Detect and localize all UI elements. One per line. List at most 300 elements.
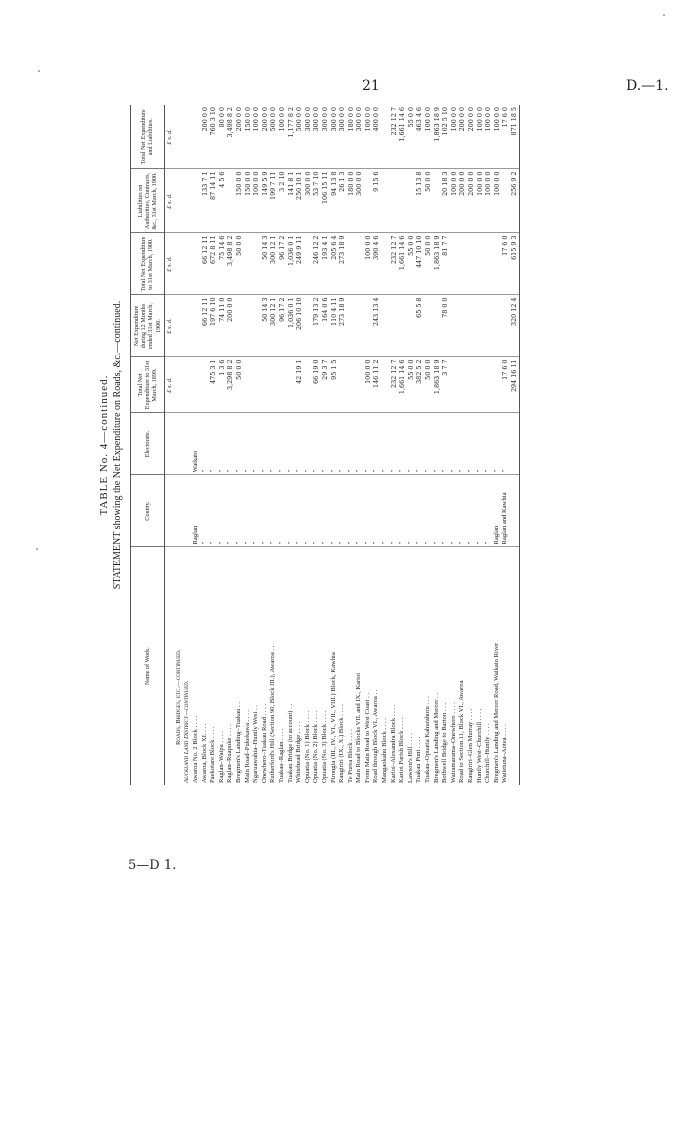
electorate-cell: " — [484, 413, 493, 475]
expenditure-1900-cell — [304, 233, 313, 295]
expenditure-1900-cell: 75 14 6 — [218, 233, 227, 295]
total-cell: 150 0 0 — [244, 105, 253, 169]
liabilities-cell: 300 0 0 — [304, 169, 313, 233]
electorate-cell: " — [355, 413, 364, 475]
units-cell: £ s. d. — [164, 169, 175, 233]
liabilities-cell — [364, 169, 373, 233]
liabilities-cell — [390, 169, 399, 233]
expenditure-1900-cell — [458, 233, 467, 295]
county-cell: " — [390, 475, 399, 547]
work-cell: Whitehead Bridge . . . . — [295, 721, 303, 783]
liabilities-cell: 4 5 6 — [218, 169, 227, 233]
liabilities-cell: 300 0 0 — [355, 169, 364, 233]
work-cell: Rangiriri (IX., X.) Block . . . . — [338, 704, 346, 783]
county-cell: " — [338, 475, 347, 547]
liabilities-cell: 9 15 6 — [372, 169, 381, 233]
total-cell: 300 0 0 — [338, 105, 347, 169]
table-row — [355, 105, 364, 785]
table-row — [226, 105, 235, 785]
liabilities-cell: 20 18 3 — [441, 169, 450, 233]
expenditure-12-months-cell: 66 12 11 — [201, 295, 210, 357]
expenditure-1899-cell — [183, 357, 192, 413]
expenditure-1899-cell: 42 19 1 — [295, 357, 304, 413]
work-cell: Bregmen's Landing–Tuakau . . — [234, 702, 242, 783]
expenditure-12-months-cell — [192, 295, 201, 357]
header-work: Name of Work. — [131, 547, 165, 785]
electorate-cell: " — [458, 413, 467, 475]
expenditure-12-months-cell — [476, 295, 485, 357]
expenditure-12-months-cell — [390, 295, 399, 357]
liabilities-cell — [192, 169, 201, 233]
work-cell: Tuakau Punt . . . . — [415, 736, 423, 783]
total-cell — [192, 105, 201, 169]
work-cell: Main Road to Blocks VII. and IX., Karioi — [355, 672, 363, 783]
electorate-cell: " — [235, 413, 244, 475]
table-header-row — [131, 105, 165, 785]
county-cell: " — [269, 475, 278, 547]
liabilities-cell: 200 0 0 — [458, 169, 467, 233]
liabilities-cell: 94 13 8 — [330, 169, 339, 233]
table-row — [415, 105, 424, 785]
rotated-table-region — [100, 105, 600, 785]
total-cell: 300 0 0 — [304, 105, 313, 169]
table-row — [441, 105, 450, 785]
expenditure-1900-cell: 193 4 1 — [321, 233, 330, 295]
expenditure-12-months-cell — [381, 295, 390, 357]
expenditure-12-months-cell — [355, 295, 364, 357]
expenditure-1900-cell: 249 9 11 — [295, 233, 304, 295]
total-cell: 1,177 8 2 — [287, 105, 296, 169]
electorate-cell: " — [269, 413, 278, 475]
expenditure-12-months-cell: 179 13 2 — [312, 295, 321, 357]
electorate-cell: " — [501, 413, 510, 475]
expenditure-1899-cell: 3 7 7 — [441, 357, 450, 413]
table-row — [398, 105, 407, 785]
work-cell: Bregmen's Landing and Mercer Road, Waikato River — [492, 642, 500, 783]
table-row — [244, 105, 253, 785]
liabilities-cell: 200 0 0 — [467, 169, 476, 233]
expenditure-1899-cell: 29 3 7 — [321, 357, 330, 413]
county-cell: " — [484, 475, 493, 547]
county-cell: " — [381, 475, 390, 547]
expenditure-12-months-cell — [244, 295, 253, 357]
work-cell: Waitetuna–Aotea . . . . — [501, 724, 509, 783]
expenditure-12-months-cell — [235, 295, 244, 357]
work-cell: Tuakau–Raglan . . . . — [277, 728, 285, 783]
liabilities-cell: 100 0 0 — [476, 169, 485, 233]
table-row — [381, 105, 390, 785]
table-row — [304, 105, 313, 785]
county-cell: " — [235, 475, 244, 547]
table-row — [450, 105, 459, 785]
header-total: Total Net Expenditure and Liabilities. — [131, 105, 165, 169]
expenditure-1900-cell: 50 14 3 — [261, 233, 270, 295]
total-cell: 871 18 5 — [510, 105, 519, 169]
liabilities-cell: 150 0 0 — [244, 169, 253, 233]
expenditure-12-months-cell: 65 5 8 — [415, 295, 424, 357]
electorate-cell: " — [287, 413, 296, 475]
expenditure-1900-cell: 232 12 7 — [390, 233, 399, 295]
liabilities-cell: 100 0 0 — [484, 169, 493, 233]
expenditure-1899-cell — [287, 357, 296, 413]
electorate-cell: " — [407, 413, 416, 475]
electorate-cell: " — [201, 413, 210, 475]
expenditure-1900-cell: 390 4 6 — [372, 233, 381, 295]
total-cell: 300 0 0 — [355, 105, 364, 169]
total-cell: 300 0 0 — [330, 105, 339, 169]
total-cell: 500 0 0 — [295, 105, 304, 169]
table-row — [372, 105, 381, 785]
expenditure-1900-cell — [467, 233, 476, 295]
electorate-cell: " — [209, 413, 218, 475]
expenditure-1900-cell: 50 0 0 — [235, 233, 244, 295]
electorate-cell: " — [244, 413, 253, 475]
expenditure-12-months-cell: 1,036 0 1 — [287, 295, 296, 357]
electorate-cell — [183, 413, 192, 475]
liabilities-cell: 15 13 8 — [415, 169, 424, 233]
expenditure-12-months-cell — [175, 295, 184, 357]
electorate-cell: " — [364, 413, 373, 475]
table-row — [390, 105, 399, 785]
expenditure-table — [130, 105, 520, 785]
liabilities-cell: 3 2 10 — [278, 169, 287, 233]
total-cell: 100 0 0 — [252, 105, 261, 169]
electorate-cell: " — [441, 413, 450, 475]
expenditure-1900-cell — [355, 233, 364, 295]
expenditure-1900-cell: 17 6 0 — [501, 233, 510, 295]
total-cell — [381, 105, 390, 169]
electorate-cell: " — [390, 413, 399, 475]
electorate-cell: " — [372, 413, 381, 475]
expenditure-1899-cell — [450, 357, 459, 413]
expenditure-1899-cell: 1 3 6 — [218, 357, 227, 413]
electorate-cell: " — [338, 413, 347, 475]
header-expenditure-12-months: Net Expenditure during 12 Months ended 31st March, 1900. — [131, 295, 165, 357]
liabilities-cell: 180 0 0 — [347, 169, 356, 233]
total-cell: 100 0 0 — [424, 105, 433, 169]
county-cell: " — [467, 475, 476, 547]
expenditure-1899-cell: 17 6 0 — [501, 357, 510, 413]
speck-mark — [38, 70, 40, 72]
work-cell: Awaroa, Block XI. . . . — [200, 723, 208, 783]
total-cell: 17 6 0 — [501, 105, 510, 169]
work-cell: Ngaruawahia–Huntly West . . — [252, 705, 260, 783]
county-cell: " — [209, 475, 218, 547]
expenditure-1899-cell: 294 16 11 — [510, 357, 519, 413]
header-liabilities: Liabilities on Authorities, Contracts, &c., 31st March, 1900. — [131, 169, 165, 233]
expenditure-1899-cell — [476, 357, 485, 413]
total-cell: 200 0 0 — [201, 105, 210, 169]
expenditure-1900-cell — [476, 233, 485, 295]
total-cell: 200 0 0 — [261, 105, 270, 169]
electorate-cell: " — [398, 413, 407, 475]
expenditure-1899-cell: 382 5 2 — [415, 357, 424, 413]
units-cell — [164, 547, 175, 785]
speck-mark — [663, 14, 665, 16]
liabilities-cell — [407, 169, 416, 233]
county-cell: " — [295, 475, 304, 547]
liabilities-cell: 256 9 2 — [510, 169, 519, 233]
electorate-cell: " — [304, 413, 313, 475]
expenditure-12-months-cell: 78 0 0 — [441, 295, 450, 357]
total-cell: 300 0 0 — [312, 105, 321, 169]
expenditure-1899-cell — [304, 357, 313, 413]
county-cell: " — [201, 475, 210, 547]
total-cell: 100 0 0 — [278, 105, 287, 169]
table-row — [235, 105, 244, 785]
units-cell: £ s. d. — [164, 357, 175, 413]
table-row — [338, 105, 347, 785]
expenditure-12-months-cell — [183, 295, 192, 357]
expenditure-1900-cell: 246 12 2 — [312, 233, 321, 295]
table-row — [433, 105, 442, 785]
total-cell: 760 3 10 — [209, 105, 218, 169]
total-cell: 100 0 0 — [476, 105, 485, 169]
work-cell: Raglan–Waipa . . . . — [217, 731, 225, 783]
expenditure-1899-cell — [381, 357, 390, 413]
electorate-cell: " — [295, 413, 304, 475]
expenditure-1900-cell: 100 0 0 — [364, 233, 373, 295]
work-cell: Bregmen's Landing and Mercer . . — [432, 693, 440, 783]
expenditure-1900-cell — [252, 233, 261, 295]
electorate-cell: " — [312, 413, 321, 475]
expenditure-1899-cell: 50 0 0 — [235, 357, 244, 413]
total-cell: 100 0 0 — [493, 105, 502, 169]
electorate-cell: " — [321, 413, 330, 475]
electorate-cell: " — [278, 413, 287, 475]
county-cell: " — [347, 475, 356, 547]
table-row — [321, 105, 330, 785]
liabilities-cell: 150 0 0 — [235, 169, 244, 233]
expenditure-12-months-cell — [501, 295, 510, 357]
expenditure-1899-cell: 146 11 2 — [372, 357, 381, 413]
speck-mark — [36, 548, 38, 550]
work-cell: Tuakau Bridge (to account) . . — [286, 703, 294, 783]
total-cell: 400 0 0 — [372, 105, 381, 169]
expenditure-1900-cell: 55 0 0 — [407, 233, 416, 295]
electorate-cell: " — [381, 413, 390, 475]
units-row — [164, 105, 175, 785]
work-cell: Wairamarama–Onewhero . . . . — [449, 702, 457, 783]
table-row — [484, 105, 493, 785]
expenditure-1899-cell: 50 0 0 — [424, 357, 433, 413]
electorate-cell: " — [347, 413, 356, 475]
liabilities-cell — [381, 169, 390, 233]
liabilities-cell: 26 1 3 — [338, 169, 347, 233]
expenditure-1899-cell — [347, 357, 356, 413]
expenditure-1899-cell — [458, 357, 467, 413]
expenditure-1900-cell: 1,863 18 9 — [433, 233, 442, 295]
expenditure-1899-cell — [244, 357, 253, 413]
work-cell: Opuatia (No. 2) Block . . . . — [312, 710, 320, 783]
expenditure-1899-cell: 475 3 1 — [209, 357, 218, 413]
liabilities-cell: 87 14 11 — [209, 169, 218, 233]
county-cell: " — [355, 475, 364, 547]
expenditure-1899-cell — [269, 357, 278, 413]
county-cell: " — [398, 475, 407, 547]
electorate-cell — [175, 413, 184, 475]
expenditure-12-months-cell — [484, 295, 493, 357]
liabilities-cell: 141 8 1 — [287, 169, 296, 233]
document-reference: D.—1. — [626, 78, 669, 94]
table-row — [510, 105, 519, 785]
expenditure-1899-cell — [261, 357, 270, 413]
work-cell: Karioi Parish Block . . . . — [398, 717, 406, 783]
liabilities-cell: 53 7 10 — [312, 169, 321, 233]
expenditure-1899-cell — [338, 357, 347, 413]
work-cell: Roads, Bridges, etc.—continued. — [174, 649, 182, 745]
expenditure-12-months-cell — [364, 295, 373, 357]
electorate-cell: " — [450, 413, 459, 475]
county-cell: " — [218, 475, 227, 547]
expenditure-1899-cell: 55 0 0 — [407, 357, 416, 413]
total-cell: 80 0 0 — [218, 105, 227, 169]
work-cell: Raglan–Ruapuke . . . . — [226, 724, 234, 783]
expenditure-12-months-cell: 320 12 4 — [510, 295, 519, 357]
expenditure-12-months-cell — [398, 295, 407, 357]
total-cell: 100 0 0 — [364, 105, 373, 169]
header-electorate: Electorate. — [131, 413, 165, 475]
expenditure-1899-cell — [278, 357, 287, 413]
expenditure-1900-cell: 447 10 10 — [415, 233, 424, 295]
total-cell: 3,498 8 2 — [226, 105, 235, 169]
county-cell: " — [441, 475, 450, 547]
county-cell: " — [476, 475, 485, 547]
total-cell: 55 0 0 — [407, 105, 416, 169]
table-row — [175, 105, 184, 785]
work-cell: Pirongia (III., IV., VI., VII., VIII.) Block, Kawhia — [329, 652, 337, 783]
expenditure-1900-cell — [493, 233, 502, 295]
county-cell: " — [304, 475, 313, 547]
expenditure-1899-cell — [467, 357, 476, 413]
work-cell: From Main Road to West Coast . . — [363, 692, 371, 783]
liabilities-cell — [433, 169, 442, 233]
electorate-cell: " — [424, 413, 433, 475]
expenditure-1899-cell: 3,298 8 2 — [226, 357, 235, 413]
work-cell — [510, 547, 519, 785]
printer-signature: 5—D 1. — [128, 858, 177, 873]
expenditure-12-months-cell: 200 0 0 — [226, 295, 235, 357]
county-cell: " — [330, 475, 339, 547]
county-cell: " — [364, 475, 373, 547]
liabilities-cell: 100 0 0 — [450, 169, 459, 233]
liabilities-cell: 250 10 1 — [295, 169, 304, 233]
work-cell: Huntly West–Churchill . . . . — [475, 708, 483, 783]
county-cell: " — [450, 475, 459, 547]
expenditure-1900-cell — [192, 233, 201, 295]
expenditure-1899-cell — [201, 357, 210, 413]
electorate-cell: " — [252, 413, 261, 475]
liabilities-cell: 50 0 0 — [424, 169, 433, 233]
table-row — [252, 105, 261, 785]
liabilities-cell: 106 15 11 — [321, 169, 330, 233]
total-cell: 463 4 6 — [415, 105, 424, 169]
expenditure-1900-cell: 1,036 0 1 — [287, 233, 296, 295]
county-cell: " — [415, 475, 424, 547]
expenditure-1900-cell: 205 6 4 — [330, 233, 339, 295]
expenditure-1899-cell: 95 1 5 — [330, 357, 339, 413]
electorate-cell: " — [476, 413, 485, 475]
expenditure-12-months-cell: 300 12 1 — [269, 295, 278, 357]
electorate-cell — [510, 413, 519, 475]
expenditure-12-months-cell — [252, 295, 261, 357]
county-cell — [510, 475, 519, 547]
expenditure-1900-cell: 1,661 14 6 — [398, 233, 407, 295]
expenditure-1900-cell: 50 0 0 — [424, 233, 433, 295]
expenditure-1900-cell — [484, 233, 493, 295]
expenditure-1900-cell — [450, 233, 459, 295]
table-row — [287, 105, 296, 785]
total-cell: 102 5 10 — [441, 105, 450, 169]
expenditure-1899-cell — [484, 357, 493, 413]
county-cell: Raglan — [493, 475, 502, 547]
county-cell: " — [312, 475, 321, 547]
expenditure-12-months-cell: 197 6 10 — [209, 295, 218, 357]
table-title: TABLE No. 4—continued. — [98, 374, 110, 516]
electorate-cell: " — [261, 413, 270, 475]
total-cell: 180 0 0 — [347, 105, 356, 169]
table-row — [312, 105, 321, 785]
table-row — [458, 105, 467, 785]
county-cell: " — [287, 475, 296, 547]
expenditure-1900-cell — [347, 233, 356, 295]
county-cell: " — [407, 475, 416, 547]
work-cell: Rutherford's Hill (Section 90, Block III.), Awaroa . . — [269, 645, 277, 783]
total-cell: 232 12 7 — [390, 105, 399, 169]
work-cell: Karioi–Alexandra Block . . . . — [389, 704, 397, 783]
county-cell — [183, 475, 192, 547]
county-cell: " — [321, 475, 330, 547]
liabilities-cell: 100 0 0 — [252, 169, 261, 233]
liabilities-cell: 149 5 9 — [261, 169, 270, 233]
table-row — [261, 105, 270, 785]
table-row — [476, 105, 485, 785]
total-cell: 100 0 0 — [484, 105, 493, 169]
header-expenditure-1900: Total Net Expenditure to 31st March, 1900. — [131, 233, 165, 295]
expenditure-12-months-cell: 50 14 3 — [261, 295, 270, 357]
county-cell: " — [424, 475, 433, 547]
work-cell: Opuatia (No. 3) Block . . . . — [320, 710, 328, 783]
expenditure-1900-cell: 96 17 2 — [278, 233, 287, 295]
work-cell: Main Road–Pukekawa . . . . — [243, 709, 251, 783]
work-cell: Auckland Land District—continued. — [183, 680, 191, 783]
expenditure-1900-cell: 273 18 9 — [338, 233, 347, 295]
expenditure-12-months-cell — [304, 295, 313, 357]
county-cell: " — [433, 475, 442, 547]
expenditure-12-months-cell — [347, 295, 356, 357]
table-row — [183, 105, 192, 785]
electorate-cell: " — [467, 413, 476, 475]
table-row — [192, 105, 201, 785]
expenditure-1900-cell: 615 9 3 — [510, 233, 519, 295]
expenditure-12-months-cell — [467, 295, 476, 357]
electorate-cell: " — [415, 413, 424, 475]
total-cell: 500 0 0 — [269, 105, 278, 169]
expenditure-1900-cell: 66 12 11 — [201, 233, 210, 295]
total-cell: 300 0 0 — [321, 105, 330, 169]
work-cell: Bothwell Bridge to Barton . . . — [441, 702, 449, 783]
electorate-cell: " — [226, 413, 235, 475]
table-row — [295, 105, 304, 785]
page-number: 21 — [362, 78, 380, 94]
electorate-cell: " — [218, 413, 227, 475]
table-row — [364, 105, 373, 785]
work-cell: Tuakau–Opuatia Kahurahuru . . . — [424, 696, 432, 783]
expenditure-1900-cell: 81 7 7 — [441, 233, 450, 295]
work-cell: Road through Block VI., Awaroa . . — [372, 689, 380, 783]
expenditure-1900-cell — [183, 233, 192, 295]
work-cell: Rangiriri–Glen Murray . . . . — [467, 708, 474, 783]
